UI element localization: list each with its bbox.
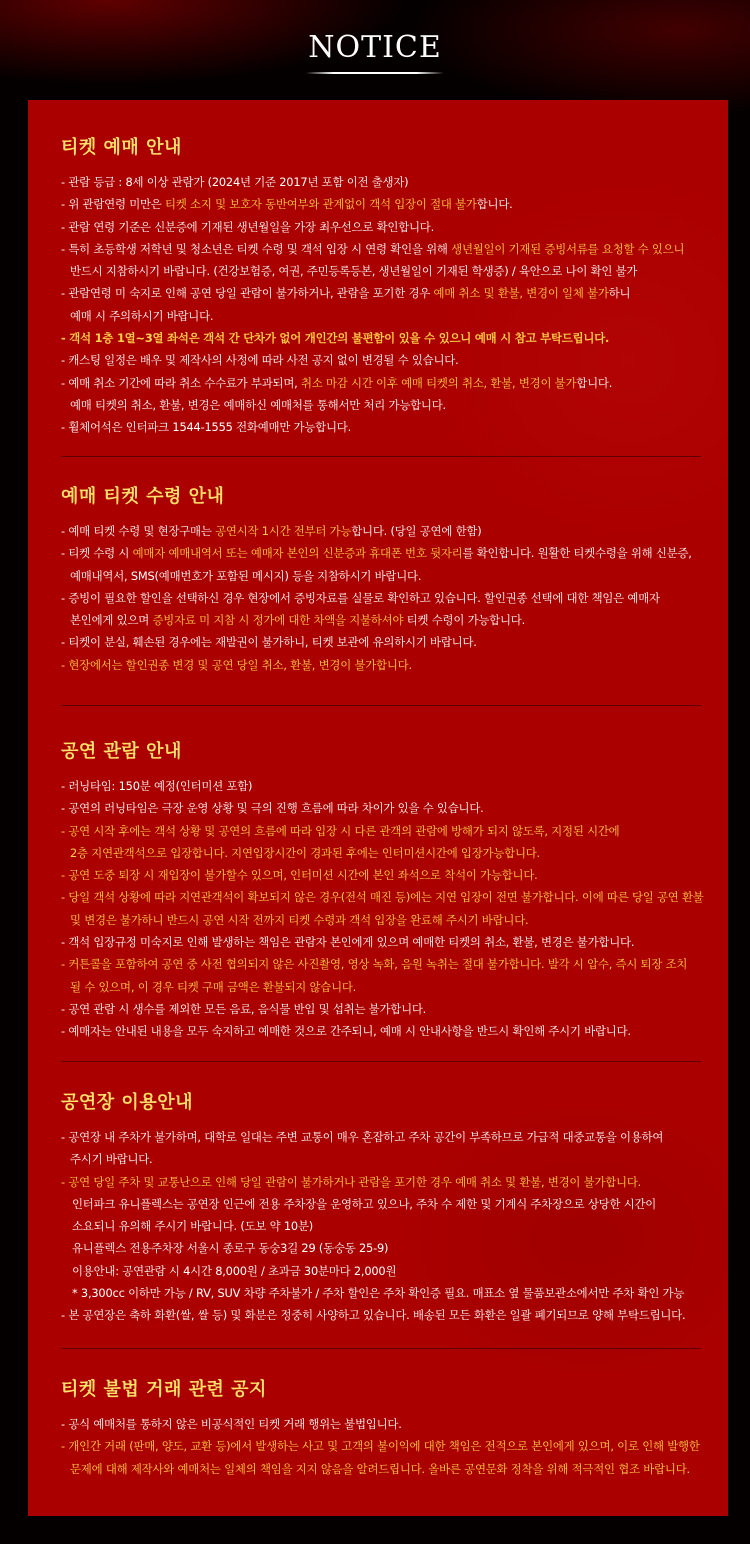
list-item: 주시기 바랍니다. xyxy=(70,1152,153,1167)
page-title: NOTICE xyxy=(308,30,442,65)
section-venue-info xyxy=(61,1088,711,1327)
section-ticket-pickup xyxy=(61,482,711,676)
list-item: - 공연장 내 주차가 불가하며, 대학로 일대는 주변 교통이 매우 혼잡하고 주차 공간이 부족하므로 가급적 대중교통을 이용하여 xyxy=(61,1130,664,1144)
list-item: 유니플렉스 전용주차장 서울시 종로구 동숭3길 29 (동숭동 25-9) xyxy=(72,1241,389,1256)
section-divider xyxy=(61,1348,701,1349)
list-item: - 커튼콜을 포함하여 공연 중 사전 협의되지 않은 사진촬영, 영상 녹화, 음원 녹취는 절대 불가합니다. 발각 시 압수, 즉시 퇴장 조치 xyxy=(61,957,688,972)
list-item: - 공연 관람 시 생수를 제외한 모든 음료, 음식물 반입 및 섭취는 불가합니다. xyxy=(61,1001,427,1016)
list-item: - 관람 등급 : 8세 이상 관람가 (2024년 기준 2017년 포함 이전 출생자) xyxy=(61,175,409,189)
list-item: 예매 티켓의 취소, 환불, 변경은 예매하신 예매처를 통해서만 처리 가능합니다. xyxy=(70,397,446,412)
section-title: 예매 티켓 수령 안내 xyxy=(61,486,225,507)
section-divider xyxy=(61,456,701,457)
list-item: 2층 지연관객석으로 입장합니다. 지연입장시간이 경과된 후에는 인터미션시간에 입장가능합니다. xyxy=(70,845,540,860)
list-item: - 객석 1층 1열~3열 좌석은 객석 간 단차가 없어 개인간의 불편함이 있을 수 있으니 예매 시 참고 부탁드립니다. xyxy=(61,331,610,346)
list-item: - 개인간 거래 (판매, 양도, 교환 등)에서 발생하는 사고 및 고객의 불이익에 대한 책임은 전적으로 본인에게 있으며, 이로 인해 발행한 xyxy=(61,1439,700,1454)
section-divider xyxy=(61,1061,701,1062)
list-item: - 캐스팅 일정은 배우 및 제작사의 사정에 따라 사전 공지 없이 변경될 수 있습니다. xyxy=(61,353,459,368)
section-illegal-ticket-trade xyxy=(61,1375,711,1480)
list-item: - 증빙이 필요한 할인을 선택하신 경우 현장에서 증빙자료를 실물로 확인하고 있습니다. 할인권종 선택에 대한 책임은 예매자 xyxy=(61,590,660,605)
list-item: - 예매 티켓 수령 및 현장구매는 공연시작 1시간 전부터 가능합니다. (당일 공연에 한함) xyxy=(61,524,482,538)
list-item: * 3,300cc 이하만 가능 / RV, SUV 차량 주차불가 / 주차 할인은 주차 확인증 필요. 매표소 옆 물품보관소에서만 주차 확인 가능 xyxy=(72,1286,685,1301)
list-item: - 공연의 러닝타임은 극장 운영 상황 및 극의 진행 흐름에 따라 차이가 있을 수 있습니다. xyxy=(61,801,484,816)
section-divider xyxy=(61,705,701,706)
list-item: 인터파크 유니플렉스는 공연장 인근에 전용 주차장을 운영하고 있으나, 주차 수 제한 및 기계식 주차장으로 상당한 시간이 xyxy=(72,1196,657,1211)
section-ticket-booking xyxy=(61,133,711,439)
list-item: 될 수 있으며, 이 경우 티켓 구매 금액은 환불되지 않습니다. xyxy=(70,979,357,994)
list-item: - 당일 객석 상황에 따라 지연관객석이 확보되지 않은 경우(전석 매진 등)에는 지연 입장이 전면 불가합니다. 이에 따른 당일 공연 환불 xyxy=(61,890,704,905)
list-item: - 관람연령 미 숙지로 인해 공연 당일 관람이 불가하거나, 관람을 포기한 경우 예매 취소 및 환불, 변경이 일체 불가하니 xyxy=(61,286,631,301)
list-item: - 티켓 수령 시 예매자 예매내역서 또는 예매자 본인의 신분증과 휴대폰 번호 뒷자리를 확인합니다. 원활한 티켓수령을 위해 신분증, xyxy=(61,546,692,561)
list-item: 반드시 지참하시기 바랍니다. (건강보험증, 여권, 주민등록등본, 생년월일이 기재된 학생증) / 육안으로 나이 확인 불가 xyxy=(70,264,638,279)
list-item: 소요되니 유의해 주시기 바랍니다. (도보 약 10분) xyxy=(72,1219,313,1234)
list-item: 예매 시 주의하시기 바랍니다. xyxy=(70,308,214,323)
header xyxy=(0,0,750,100)
list-item: - 관람 연령 기준은 신분증에 기재된 생년월일을 가장 최우선으로 확인합니다. xyxy=(61,219,435,234)
list-item: - 공연 도중 퇴장 시 재입장이 불가할수 있으며, 인터미션 시간에 본인 좌석으로 착석이 가능합니다. xyxy=(61,868,538,883)
list-item: - 공연 시작 후에는 객석 상황 및 공연의 흐름에 따라 입장 시 다른 관객의 관람에 방해가 되지 않도록, 지정된 시간에 xyxy=(61,823,620,838)
section-title: 티켓 불법 거래 관련 공지 xyxy=(61,1379,267,1400)
list-item: 이용안내: 공연관람 시 4시간 8,000원 / 초과금 30분마다 2,000원 xyxy=(72,1263,397,1278)
list-item: 및 변경은 불가하니 반드시 공연 시작 전까지 티켓 수령과 객석 입장을 완료해 주시기 바랍니다. xyxy=(70,912,529,927)
section-title: 티켓 예매 안내 xyxy=(61,137,182,158)
list-item: - 휠체어석은 인터파크 1544-1555 전화예매만 가능합니다. xyxy=(61,420,351,435)
list-item: - 객석 입장규정 미숙지로 인해 발생하는 책임은 관람자 본인에게 있으며 예매한 티켓의 취소, 환불, 변경은 불가합니다. xyxy=(61,935,635,950)
list-item: - 본 공연장은 축하 화환(쌀, 쌀 등) 및 화분은 정중히 사양하고 있습니다. 배송된 모든 화환은 일괄 폐기되므로 양해 부탁드립니다. xyxy=(61,1308,686,1323)
list-item: - 위 관람연령 미만은 티켓 소지 및 보호자 동반여부와 관계없이 객석 입장이 절대 불가합니다. xyxy=(61,197,513,212)
list-item: - 티켓이 분실, 훼손된 경우에는 재발권이 불가하니, 티켓 보관에 유의하시기 바랍니다. xyxy=(61,635,477,650)
list-item: - 공연 당일 주차 및 교통난으로 인해 당일 관람이 불가하거나 관람을 포기한 경우 예매 취소 및 환불, 변경이 불가합니다. xyxy=(61,1174,642,1189)
list-item: - 예매자는 안내된 내용을 모두 숙지하고 예매한 것으로 간주되니, 예매 시 안내사항을 반드시 확인해 주시기 바랍니다. xyxy=(61,1024,631,1039)
section-title: 공연장 이용안내 xyxy=(61,1092,193,1113)
list-item: 본인에게 있으며 증빙자료 미 지참 시 정가에 대한 차액을 지불하셔야 티켓 수령이 가능합니다. xyxy=(70,613,526,628)
list-item: - 특히 초등학생 저학년 및 청소년은 티켓 수령 및 객석 입장 시 연령 확인을 위해 생년월일이 기재된 증빙서류를 요청할 수 있으니 xyxy=(61,241,685,256)
list-item: 문제에 대해 제작사와 예매처는 일체의 책임을 지지 않음을 알려드립니다. 올바른 공연문화 정착을 위해 적극적인 협조 바랍니다. xyxy=(70,1461,690,1476)
list-item: - 공식 예매처를 통하지 않은 비공식적인 티켓 거래 행위는 불법입니다. xyxy=(61,1417,402,1431)
list-item: - 러닝타임: 150분 예정(인터미션 포함) xyxy=(61,779,253,793)
notice-panel xyxy=(28,100,728,1516)
list-item: - 현장에서는 할인권종 변경 및 공연 당일 취소, 환불, 변경이 불가합니다. xyxy=(61,657,412,672)
section-title: 공연 관람 안내 xyxy=(61,741,182,762)
list-item: - 예매 취소 기간에 따라 취소 수수료가 부과되며, 취소 마감 시간 이후 예매 티켓의 취소, 환불, 변경이 불가합니다. xyxy=(61,375,613,390)
title-underline xyxy=(306,72,444,74)
section-performance-viewing xyxy=(61,737,711,1043)
list-item: 예매내역서, SMS(예매번호가 포함된 메시지) 등을 지참하시기 바랍니다. xyxy=(70,568,422,583)
